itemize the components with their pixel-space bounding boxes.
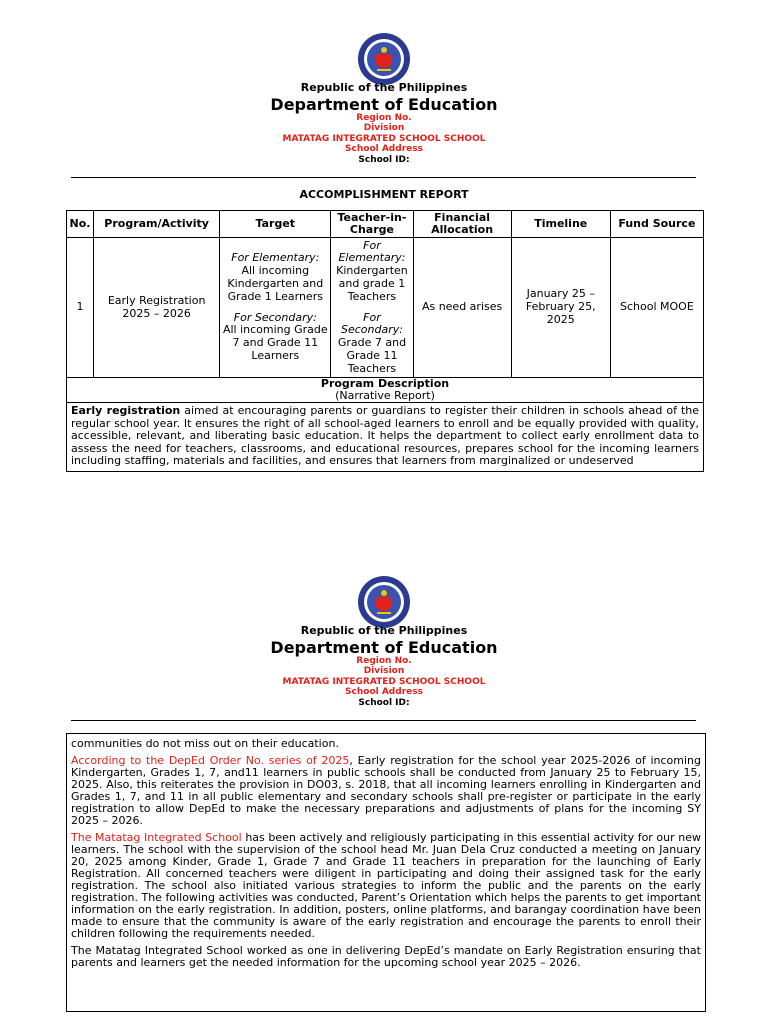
report-title: ACCOMPLISHMENT REPORT <box>299 188 469 201</box>
department-heading: Department of Education <box>270 95 498 114</box>
deped-seal-icon <box>357 575 411 629</box>
cell-fund-source: School MOOE <box>610 238 703 378</box>
school-name-reference: The Matatag Integrated School <box>71 831 242 844</box>
deped-seal-icon <box>357 32 411 86</box>
teacher-secondary: Grade 7 and Grade 11 Teachers <box>337 336 407 375</box>
col-header-timeline: Timeline <box>511 211 610 238</box>
col-header-target: Target <box>220 211 331 238</box>
col-header-financial: Financial Allocation <box>413 211 511 238</box>
description-heading-row <box>67 378 704 403</box>
col-header-fund-source: Fund Source <box>610 211 703 238</box>
target-elementary-label: For Elementary: <box>231 251 320 265</box>
target-secondary: All incoming Grade 7 and Grade 11 Learners <box>222 323 328 362</box>
col-header-program: Program/Activity <box>94 211 220 238</box>
division-line: Division <box>363 123 405 133</box>
teacher-elementary-label: For Elementary: <box>338 238 406 265</box>
header-divider <box>71 177 696 178</box>
table-row <box>67 238 704 378</box>
accomplishment-table <box>66 210 704 472</box>
narrative-lead: Early registration <box>71 405 181 417</box>
target-secondary-label: For Secondary: <box>233 310 317 324</box>
cell-financial: As need arises <box>413 238 511 378</box>
narrative-row <box>67 403 704 472</box>
deped-order-reference: According to the DepEd Order No. series of 2025 <box>71 754 350 767</box>
teacher-secondary-label: For Secondary: <box>340 310 403 337</box>
region-line: Region No. <box>356 113 412 123</box>
republic-heading: Republic of the Philippines <box>300 624 468 637</box>
col-header-no: No. <box>67 211 94 238</box>
school-address-line: School Address <box>345 144 423 154</box>
description-heading: Program Description <box>320 377 450 390</box>
school-id-line: School ID: <box>358 698 410 708</box>
school-id-line: School ID: <box>358 155 410 165</box>
narrative-text: aimed at encouraging parents or guardians to register their children in schools ahead of the regular school year. It ensures the right of all school-aged learners to enroll and be equally provided with quality, accessible, relevant, and liberating basic education. It helps the department to collect early enrollment data to assess the need for teachers, classrooms, and educational resources, prepares school for the incoming learners including staffing, materials and facilities, and ensures that learners from marginalized or undeserved <box>71 405 699 466</box>
description-heading-cell <box>67 378 704 403</box>
teacher-elementary: Kindergarten and grade 1 Teachers <box>336 264 408 303</box>
narrative-cell <box>67 403 704 472</box>
school-name-line: MATATAG INTEGRATED SCHOOL SCHOOL <box>282 677 486 687</box>
paragraph-2: According to the DepEd Order No. series of 2025, Early registration for the school year 2025-2026 of incoming Kindergarten, Grades 1, 7, and11 learners in public schools shall be conducted from January 25 to February 15, 2025. Also, this reiterates the provision in DO03, s. 2018, that all incoming learners enrolling in Kindergarten and Grades 1, 7, and 11 in all public elementary and secondary schools shall pre-register or participate in the early registration to allow DepEd to make the necessary preparations and adjustments of plans for the incoming SY 2025 – 2026. <box>71 754 701 827</box>
paragraph-1: communities do not miss out on their education. <box>71 737 339 750</box>
table-header-row <box>67 211 704 238</box>
target-elementary: All incoming Kindergarten and Grade 1 Learners <box>227 264 324 303</box>
division-line: Division <box>363 666 405 676</box>
cell-no: 1 <box>67 238 94 378</box>
republic-heading: Republic of the Philippines <box>300 81 468 94</box>
paragraph-3: The Matatag Integrated School has been actively and religiously participating in this essential activity for our new learners. The school with the supervision of the school head Mr. Juan Dela Cruz conducted a meeting on January 20, 2025 among Kinder, Grade 1, Grade 7 and Grade 11 teachers in preparation for the launching of Early Registration. All concerned teachers were diligent in participating and doing their assigned task for the early registration. The school also initiated various strategies to inform the public and the parents on the early registration. The following activities was conducted, Parent’s Orientation which helps the parents to get important information on the early registration. In addition, posters, online platforms, and barangay coordination have been made to ensure that the community is aware of the early registration and encourage the parents to enroll their children following the requirements needed. <box>71 831 701 940</box>
region-line: Region No. <box>356 656 412 666</box>
cell-program: Early Registration 2025 – 2026 <box>94 238 220 378</box>
paragraph-4: The Matatag Integrated School worked as one in delivering DepEd’s mandate on Early Registration ensuring that parents and learners get the needed information for the upcoming school year 2025 – 2026. <box>71 944 701 969</box>
header-divider <box>71 720 696 721</box>
description-subheading: (Narrative Report) <box>335 389 435 402</box>
department-heading: Department of Education <box>270 638 498 657</box>
cell-teacher <box>331 238 413 378</box>
cell-target <box>220 238 331 378</box>
col-header-teacher: Teacher-in-Charge <box>331 211 413 238</box>
cell-timeline: January 25 – February 25, 2025 <box>511 238 610 378</box>
narrative-continuation-box <box>66 733 706 1012</box>
school-address-line: School Address <box>345 687 423 697</box>
school-name-line: MATATAG INTEGRATED SCHOOL SCHOOL <box>282 134 486 144</box>
